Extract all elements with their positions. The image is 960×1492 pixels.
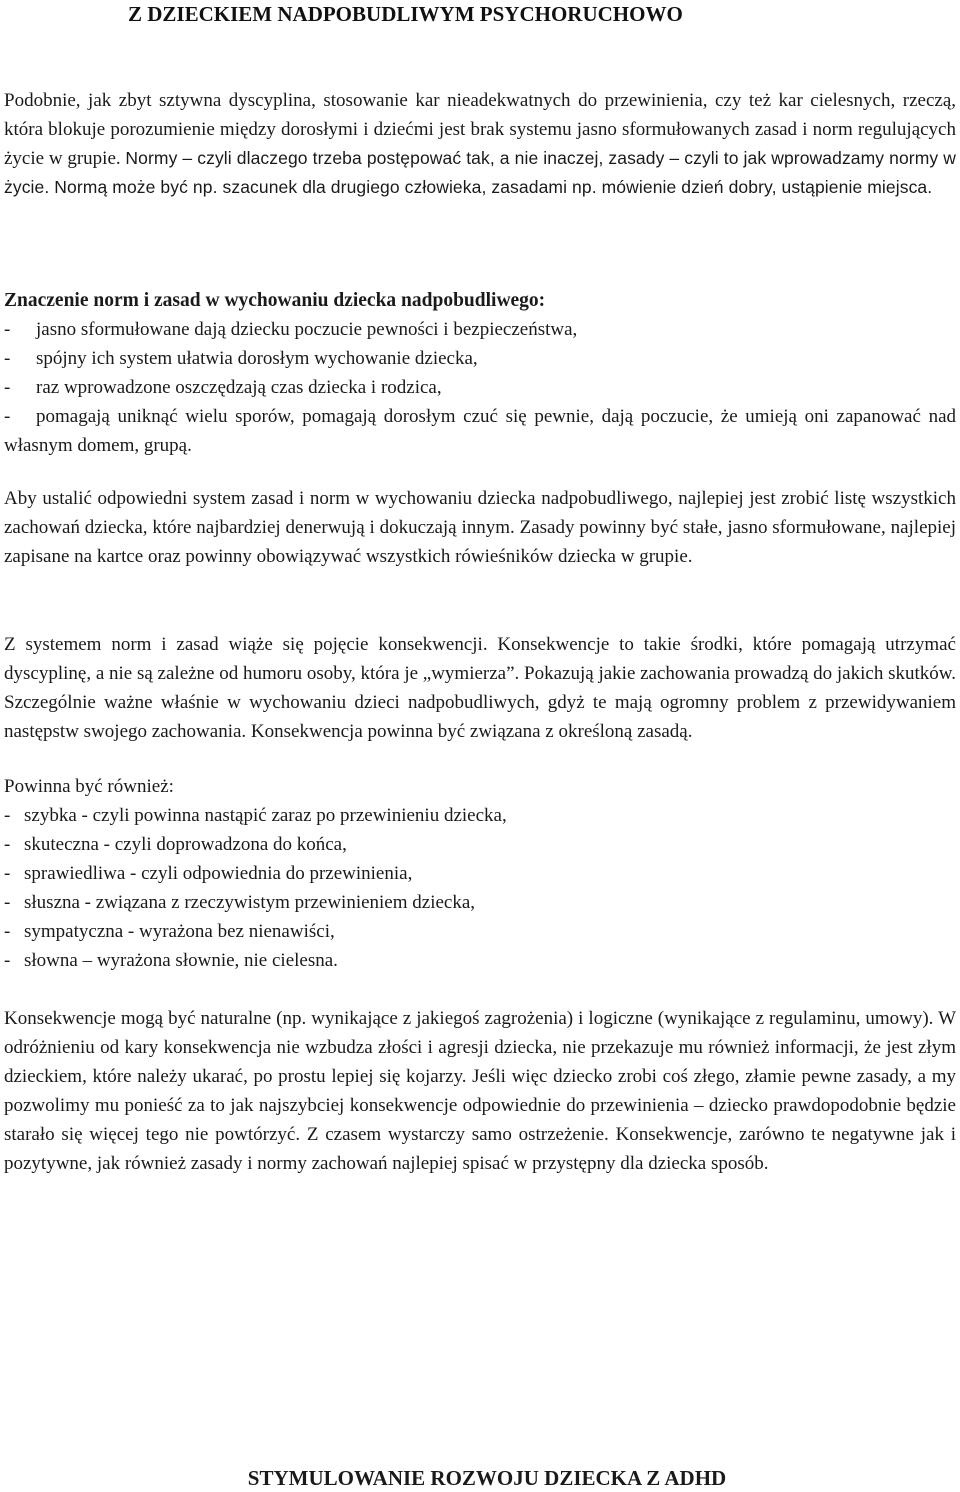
list-item: - szybka - czyli powinna nastąpić zaraz po przewinieniu dziecka, [4, 805, 507, 826]
norms-heading: Znaczenie norm i zasad w wychowaniu dziecka nadpobudliwego: [4, 290, 546, 311]
list-item: - jasno sformułowane dają dziecku poczucie pewności i bezpieczeństwa, [4, 319, 578, 340]
list-item: - słuszna - związana z rzeczywistym przewinieniem dziecka, [4, 892, 476, 913]
list-item: - raz wprowadzone oszczędzają czas dziecka i rodzica, [4, 377, 442, 398]
list-item: - spójny ich system ułatwia dorosłym wychowanie dziecka, [4, 348, 478, 369]
intro-serif-text: Podobnie, jak zbyt sztywna dyscyplina, stosowanie kar nieadekwatnych do przewinienia, czy też kar cielesnych, rzeczą, która blokuje porozumienie między dorosłymi i dziećmi jest brak systemu jasno sformułowanych zasad i norm regulujących życie w grupie. [4, 90, 956, 169]
natural-consequences-paragraph: Konsekwencje mogą być naturalne (np. wynikające z jakiegoś zagrożenia) i logiczne (wynikające z regulaminu, umowy). W odróżnieniu od kary konsekwencja nie wzbudza złości i agresji dziecka, nie przekazuje mu również informacji, że jest złym dzieckiem, które należy ukarać, po prostu lepiej się kojarzy. Jeśli więc dziecko zrobi coś złego, złamie pewne zasady, a my pozwolimy mu ponieść za to jak najszybciej konsekwencje odpowiednie do przewinienia – dziecko prawdopodobnie będzie starało się więcej tego nie powtórzyć. Z czasem wystarczy samo ostrzeżenie. Konsekwencje, zarówno te negatywne jak i pozytywne, jak również zasady i normy zachowań najlepiej spisać w przystępny dla dziecka sposób. [4, 1008, 956, 1174]
list-item: - sympatyczna - wyrażona bez nienawiści, [4, 921, 335, 942]
intro-sans-text: Normy – czyli dlaczego trzeba postępować tak, a nie inaczej, zasady – czyli to jak wprowadzamy normy w życie. Normą może być np. szacunek dla drugiego człowieka, zasadami np. mówienie dzień dobry, ustąpienie miejsca. [4, 148, 956, 197]
page-title: Z DZIECKIEM NADPOBUDLIWYM PSYCHORUCHOWO [128, 2, 683, 26]
intro-paragraph [4, 86, 956, 202]
document-page [4, 0, 956, 1174]
consequences-paragraph: Z systemem norm i zasad wiąże się pojęcie konsekwencji. Konsekwencje to takie środki, które pomagają utrzymać dyscyplinę, a nie są zależne od humoru osoby, która je „wymierza”. Pokazują jakie zachowania prowadzą do jakich skutków. Szczególnie ważne właśnie w wychowaniu dzieci nadpobudliwych, gdyż te mają ogromny problem z przewidywaniem następstw swojego zachowania. Konsekwencja powinna być związana z określoną zasadą. [4, 634, 956, 742]
list-item: - skuteczna - czyli doprowadzona do końca, [4, 834, 347, 855]
list-item: - słowna – wyrażona słownie, nie cielesna. [4, 950, 338, 971]
list-item: - sprawiedliwa - czyli odpowiednia do przewinienia, [4, 863, 413, 884]
norms-section [4, 286, 956, 460]
list-item: - pomagają uniknąć wielu sporów, pomagają dorosłym czuć się pewnie, dają poczucie, że umieją oni zapanować nad własnym domem, grupą. [4, 406, 956, 456]
traits-intro: Powinna być również: [4, 776, 174, 797]
next-section-title: STYMULOWANIE ROZWOJU DZIECKA Z ADHD [247, 1466, 727, 1490]
consequence-traits-list [4, 776, 956, 975]
system-paragraph: Aby ustalić odpowiedni system zasad i norm w wychowaniu dziecka nadpobudliwego, najlepiej jest zrobić listę wszystkich zachowań dziecka, które najbardziej denerwują i dokuczają innym. Zasady powinny być stałe, jasno sformułowane, najlepiej zapisane na kartce oraz powinny obowiązywać wszystkich rówieśników dziecka w grupie. [4, 488, 956, 567]
